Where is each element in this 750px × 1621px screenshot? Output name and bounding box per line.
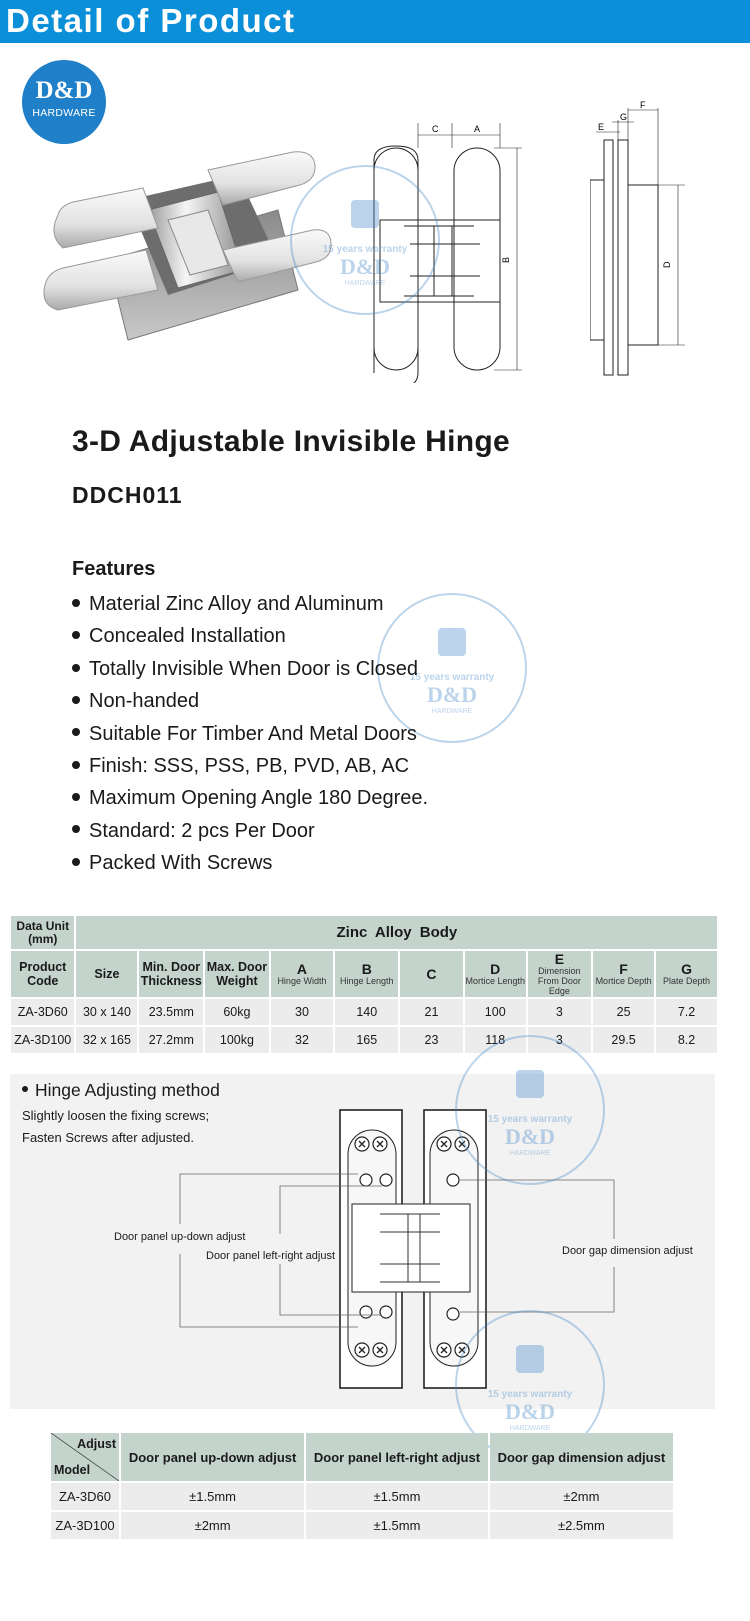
svg-text:HARDWARE: HARDWARE (509, 1150, 551, 1157)
features-list (72, 588, 428, 880)
adjust-corner-header: Adjust Model (51, 1433, 119, 1481)
bullet-icon (72, 793, 80, 801)
adjusting-method-panel (10, 1074, 715, 1409)
adjust-table (49, 1431, 675, 1541)
col-max-weight: Max. Door Weight (205, 951, 268, 997)
features-heading: Features (72, 558, 156, 580)
dim-label-f: F (640, 100, 646, 110)
adjusting-instruction: Fasten Screws after adjusted. (22, 1130, 194, 1145)
bullet-icon (22, 1086, 28, 1092)
table-row: ZA-3D100 32 x 165 27.2mm 100kg 32 165 23 118 3 29.5 8.2 (11, 1027, 717, 1053)
col-size: Size (76, 951, 137, 997)
dim-label-g: G (620, 112, 628, 122)
svg-text:15 years warranty: 15 years warranty (487, 1114, 573, 1125)
col-product-code: Product Code (11, 951, 74, 997)
product-title: 3-D Adjustable Invisible Hinge (72, 425, 510, 458)
svg-text:HARDWARE: HARDWARE (431, 708, 473, 715)
col-up-down: Door panel up-down adjust (121, 1433, 304, 1481)
hinge-side-drawing (590, 100, 740, 385)
col-a: A Hinge Width (271, 951, 334, 997)
feature-item: Packed With Screws (72, 847, 428, 879)
callout-left-right: Door panel left-right adjust (206, 1250, 336, 1262)
col-d: D Mortice Length (465, 951, 526, 997)
dim-label-d: D (662, 261, 672, 268)
feature-item: Non-handed (72, 685, 428, 717)
feature-item: Concealed Installation (72, 620, 428, 652)
product-code: DDCH011 (72, 482, 183, 508)
spec-table (9, 914, 719, 1055)
bullet-icon (72, 858, 80, 866)
feature-item: Suitable For Timber And Metal Doors (72, 718, 428, 750)
callout-gap: Door gap dimension adjust (562, 1245, 693, 1257)
svg-text:HARDWARE: HARDWARE (509, 1425, 551, 1432)
table-row: ZA-3D60 30 x 140 23.5mm 60kg 30 140 21 100 3 25 7.2 (11, 999, 717, 1025)
dim-label-a: A (474, 124, 481, 134)
table-row: ZA-3D100 ±2mm ±1.5mm ±2.5mm (51, 1512, 673, 1539)
hinge-product-image (28, 140, 338, 350)
logo-sub-text: HARDWARE (32, 107, 96, 119)
col-b: B Hinge Length (335, 951, 398, 997)
feature-item: Standard: 2 pcs Per Door (72, 815, 428, 847)
svg-text:15 years warranty: 15 years warranty (322, 244, 408, 255)
bullet-icon (72, 696, 80, 704)
svg-text:HARDWARE: HARDWARE (344, 280, 386, 287)
bullet-icon (72, 599, 80, 607)
callout-up-down: Door panel up-down adjust (114, 1231, 246, 1243)
col-left-right: Door panel left-right adjust (306, 1433, 488, 1481)
brand-logo (22, 60, 106, 144)
logo-brand-text: D&D (35, 77, 93, 104)
spec-unit-label: Data Unit (mm) (11, 916, 74, 949)
col-g: G Plate Depth (656, 951, 717, 997)
feature-item: Finish: SSS, PSS, PB, PVD, AB, AC (72, 750, 428, 782)
banner-title: Detail of Product (6, 2, 296, 39)
feature-item: Maximum Opening Angle 180 Degree. (72, 782, 428, 814)
bullet-icon (72, 761, 80, 769)
bullet-icon (72, 631, 80, 639)
svg-text:D&D: D&D (504, 1399, 556, 1424)
spec-body-label: Zinc Alloy Body (76, 916, 717, 949)
dim-label-e: E (598, 122, 605, 132)
bullet-icon (72, 728, 80, 736)
bullet-icon (72, 825, 80, 833)
col-min-thickness: Min. Door Thickness (139, 951, 203, 997)
col-f: F Mortice Depth (593, 951, 654, 997)
adjusting-heading: Hinge Adjusting method (22, 1080, 220, 1101)
col-gap: Door gap dimension adjust (490, 1433, 673, 1481)
dim-label-b: B (501, 256, 511, 263)
feature-item: Material Zinc Alloy and Aluminum (72, 588, 428, 620)
col-e: E Dimension From Door Edge (528, 951, 591, 997)
header-banner (0, 0, 750, 43)
svg-text:D&D: D&D (504, 1124, 556, 1149)
col-c: C (400, 951, 462, 997)
feature-item: Totally Invisible When Door is Closed (72, 653, 428, 685)
bullet-icon (72, 664, 80, 672)
adjusting-instruction: Slightly loosen the fixing screws; (22, 1108, 210, 1123)
svg-text:D&D: D&D (426, 682, 478, 707)
hinge-front-drawing (362, 108, 532, 383)
table-row: ZA-3D60 ±1.5mm ±1.5mm ±2mm (51, 1483, 673, 1510)
svg-text:15 years warranty: 15 years warranty (409, 672, 495, 683)
dim-label-c: C (432, 124, 439, 134)
svg-text:15 years warranty: 15 years warranty (487, 1389, 573, 1400)
svg-text:D&D: D&D (339, 254, 391, 279)
